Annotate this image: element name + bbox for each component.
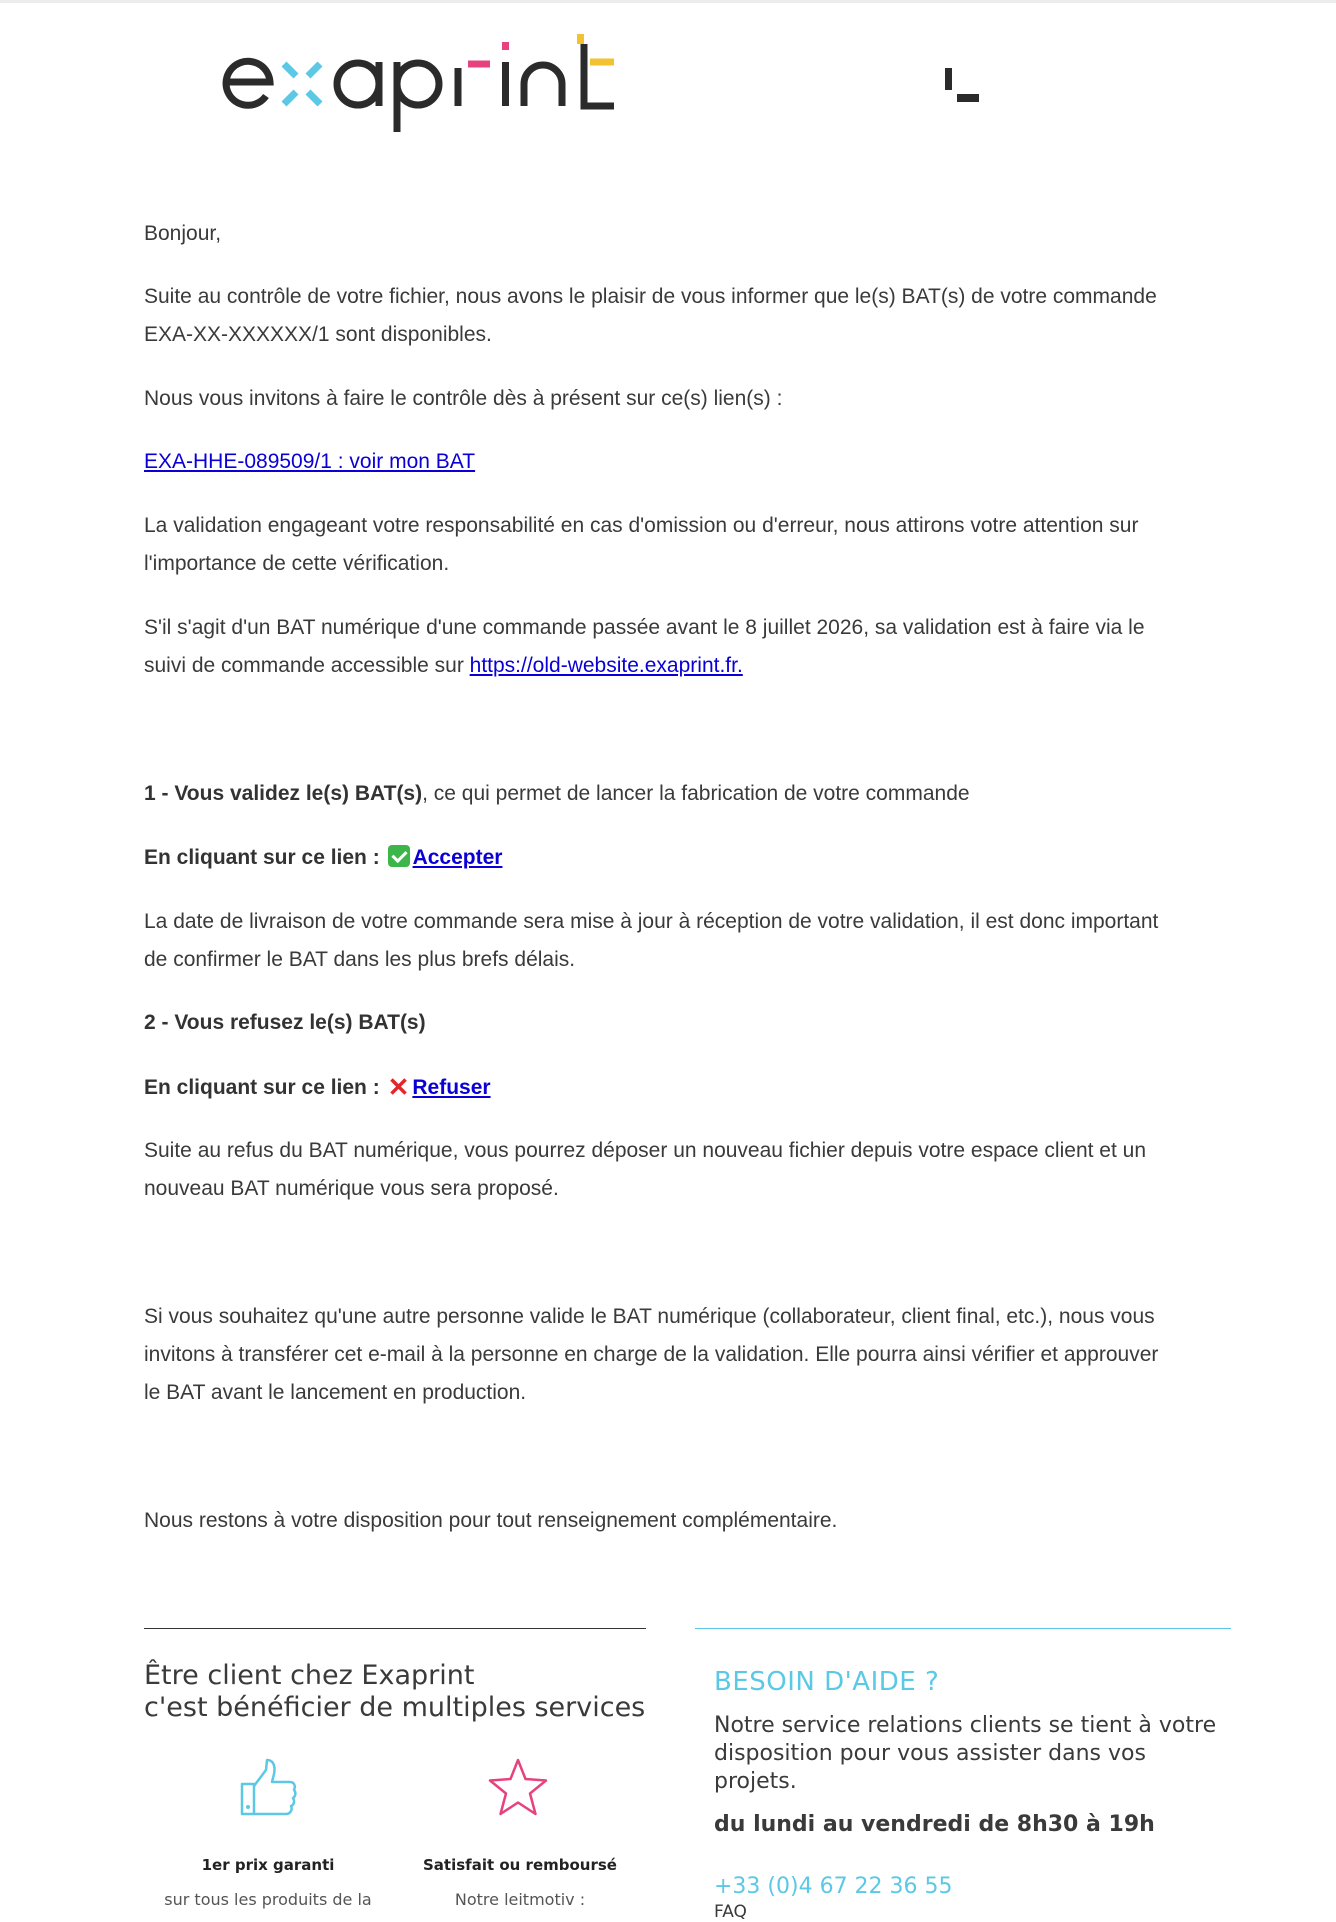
service-title-2: Satisfait ou remboursé	[423, 1856, 617, 1874]
option-2-line	[144, 1004, 1236, 1042]
star-icon	[486, 1756, 550, 1820]
old-website-line-1: S'il s'agit d'un BAT numérique d'une commande passée avant le 8 juillet 2026, sa validation est à faire via le	[144, 616, 1145, 639]
delivery-line-2: de confirmer le BAT dans les plus brefs délais.	[144, 948, 576, 971]
old-website-line-2	[144, 647, 1236, 685]
check-mark-icon	[388, 845, 410, 867]
refuse-link[interactable]: Refuser	[412, 1076, 491, 1099]
service-desc-1: sur tous les produits de la	[164, 1890, 372, 1909]
invite-text: Nous vous invitons à faire le contrôle dès à présent sur ce(s) lien(s) :	[144, 387, 783, 410]
exaprint-logo[interactable]	[222, 34, 614, 134]
transfer-line-2: invitons à transférer cet e-mail à la personne en charge de la validation. Elle pourra ainsi vérifier et approuver	[144, 1343, 1159, 1366]
bat-link[interactable]: EXA-HHE-089509/1 : voir mon BAT	[144, 450, 476, 473]
option-1-title: 1 - Vous validez le(s) BAT(s)	[144, 782, 423, 805]
bat-link-line	[144, 443, 1236, 481]
refusal-line-1: Suite au refus du BAT numérique, vous pourrez déposer un nouveau fichier depuis votre espace client et un	[144, 1139, 1147, 1162]
intro-line-1: Suite au contrôle de votre fichier, nous avons le plaisir de vous informer que le(s) BAT(s) de votre commande	[144, 285, 1157, 308]
refuse-line	[144, 1068, 1236, 1107]
help-hours: du lundi au vendredi de 8h30 à 19h	[714, 1812, 1155, 1837]
greeting: Bonjour,	[144, 222, 222, 245]
corner-bracket-icon	[943, 66, 981, 104]
help-text: Notre service relations clients se tient à votre disposition pour vous assister dans vos projets.	[714, 1713, 1217, 1794]
help-faq-link[interactable]: FAQ	[714, 1902, 747, 1922]
option-1-desc: , ce qui permet de lancer la fabrication de votre commande	[422, 782, 970, 805]
option-1-line	[144, 775, 1236, 813]
validation-line-2: l'importance de cette vérification.	[144, 552, 450, 575]
delivery-line-1: La date de livraison de votre commande sera mise à jour à réception de votre validation, il est donc important	[144, 910, 1159, 933]
transfer-line-1: Si vous souhaitez qu'une autre personne valide le BAT numérique (collaborateur, client final, etc.), nous vous	[144, 1305, 1155, 1328]
transfer-line-3: le BAT avant le lancement en production.	[144, 1381, 527, 1404]
refuse-click-label: En cliquant sur ce lien :	[144, 1076, 380, 1099]
service-desc-2: Notre leitmotiv :	[454, 1890, 586, 1909]
accept-line	[144, 839, 1236, 877]
thumbs-up-icon	[236, 1756, 300, 1820]
cross-mark-icon: ✕	[387, 1072, 410, 1102]
client-subtitle: c'est bénéficier de multiples services	[144, 1692, 646, 1723]
old-website-prefix: suivi de commande accessible sur	[144, 654, 470, 677]
service-title-1: 1er prix garanti	[201, 1856, 335, 1874]
closing-text: Nous restons à votre disposition pour tout renseignement complémentaire.	[144, 1509, 838, 1532]
footer-rule-right	[695, 1628, 1231, 1629]
validation-line-1: La validation engageant votre responsabilité en cas d'omission ou d'erreur, nous attirons votre attention sur	[144, 514, 1139, 537]
top-border	[0, 0, 1336, 3]
footer-rule-left	[144, 1628, 646, 1629]
option-2-title: 2 - Vous refusez le(s) BAT(s)	[144, 1011, 426, 1034]
help-title: BESOIN D'AIDE ?	[714, 1667, 940, 1697]
help-phone-link[interactable]: +33 (0)4 67 22 36 55	[714, 1874, 953, 1899]
old-website-link[interactable]: https://old-website.exaprint.fr.	[469, 654, 743, 677]
intro-line-2: EXA-XX-XXXXXX/1 sont disponibles.	[144, 323, 492, 346]
accept-click-label: En cliquant sur ce lien :	[144, 846, 380, 869]
accept-link[interactable]: Accepter	[412, 846, 503, 869]
refusal-line-2: nouveau BAT numérique vous sera proposé.	[144, 1177, 559, 1200]
client-title: Être client chez Exaprint	[144, 1660, 475, 1691]
